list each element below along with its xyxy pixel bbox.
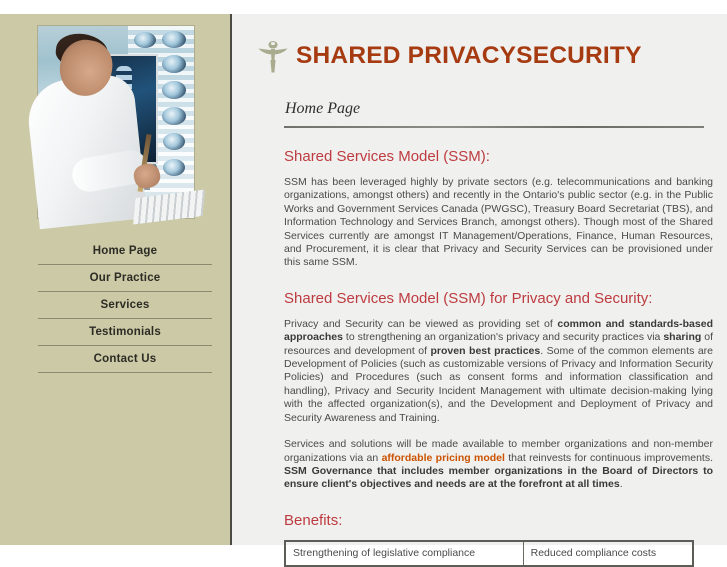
site-title: SHARED PRIVACYSECURITY [296, 42, 642, 69]
sidebar-item-testimonials[interactable] [38, 319, 212, 346]
sidebar [0, 14, 230, 545]
sidebar-item-services[interactable] [38, 292, 212, 319]
caduceus-icon [258, 38, 288, 74]
table-row [285, 541, 693, 566]
page-title-rule [284, 126, 704, 128]
sidebar-photo [38, 26, 194, 218]
section-heading-ssm-privacy-security: Shared Services Model (SSM) for Privacy and Security: [284, 289, 653, 307]
paragraph-ssm-intro: SSM has been leveraged highly by private sectors (e.g. telecommunications and banking organizations, amongst others) and recently in the Ontario's public sector (e.g. in the Public Works and Government Services Canada (PWGSC), Treasury Board Secretariat (TBS), and Information Technology and Services Branch, amongst others). Though most of the Shared Services currently are amongst IT Management/Operations, Finance, Human Resources, and Procurement, it is clear that Privacy and Security Services can be provisioned under this same SSM. [284, 176, 713, 269]
para2-text-3: of resources and development of [284, 331, 713, 357]
benefit-cell-left: Strengthening of legislative compliance [285, 541, 523, 566]
paragraph-privacy-security [284, 318, 713, 425]
para3-text-2: that reinvests for continuous improvements. [504, 451, 714, 464]
top-white-band [0, 0, 727, 14]
paragraph-services-solutions [284, 438, 713, 492]
sidebar-item-label: Contact Us [93, 353, 157, 365]
sidebar-item-label: Home Page [92, 245, 158, 257]
para2-text-2: to strengthening an organization's privacy and security practices via [342, 331, 664, 344]
main-content [232, 14, 727, 559]
para2-bold-1: common and standards-based approaches [284, 317, 713, 344]
sidebar-item-contact-us[interactable] [38, 346, 212, 373]
para3-text-1: Services and solutions will be made available to member organizations and non-member organizations via an [284, 438, 713, 464]
sidebar-item-label: Our Practice [89, 272, 161, 284]
para3-bold-1: SSM Governance that includes member organizations in the Board of Directors to ensure client's objectives and needs are at the forefront at all times [284, 464, 713, 491]
section-heading-ssm: Shared Services Model (SSM): [284, 148, 490, 165]
page-title: Home Page [285, 100, 361, 117]
benefit-cell-right: Reduced compliance costs [523, 541, 693, 566]
sidebar-item-home-page[interactable] [38, 238, 212, 265]
affordable-pricing-model-link[interactable]: affordable pricing model [381, 451, 505, 464]
sidebar-item-label: Testimonials [89, 326, 161, 338]
section-heading-benefits: Benefits: [284, 511, 343, 529]
sidebar-item-label: Services [100, 299, 150, 311]
benefits-table [284, 540, 694, 567]
sidebar-nav [38, 238, 212, 373]
para2-bold-3: proven best practices [430, 344, 541, 357]
para3-text-3: . [619, 478, 623, 491]
para2-text-1: Privacy and Security can be viewed as providing set of [284, 317, 558, 330]
para2-text-4: . Some of the common elements are Development of Policies (such as customizable versions of Privacy and Information Security Policies) and Procedures (such as consent forms and information classification and handling), Privacy and Security Incident Management with ultimate decision-making lying with the affected organization(s), and the Development and Deployment of Privacy and Security Awareness and Training. [284, 344, 713, 424]
site-header [232, 14, 727, 74]
para2-bold-2: sharing [663, 331, 702, 344]
sidebar-item-our-practice[interactable] [38, 265, 212, 292]
article-body [232, 148, 727, 567]
